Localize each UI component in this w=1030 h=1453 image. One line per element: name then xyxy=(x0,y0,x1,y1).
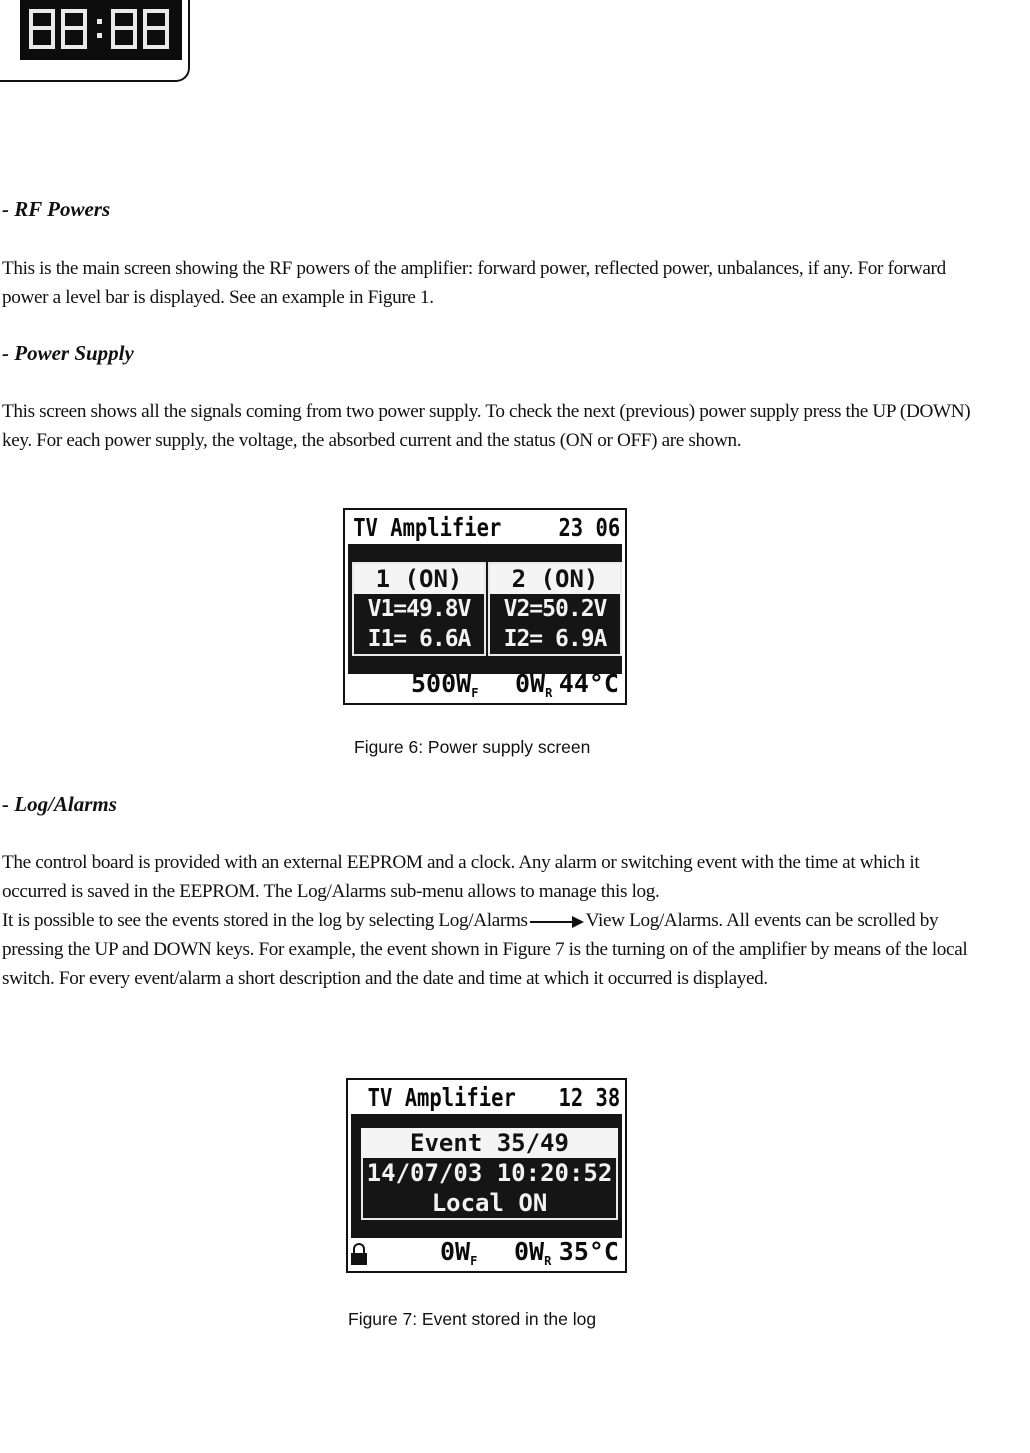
event-description: Local ON xyxy=(361,1188,618,1220)
power-supply-body: This screen shows all the signals coming from two power supply. To check the next (previous) power supply press the UP (DOWN) key. For each power supply, the voltage, the absorbed current and the status (ON or OFF) are shown. xyxy=(2,401,971,451)
rf-powers-title: - RF Powers xyxy=(2,197,111,221)
lcd-status-bar xyxy=(345,667,625,703)
forward-power: $500W_F$ xyxy=(411,669,479,700)
log-alarms-body-2: It is possible to see the events stored in the log by selecting Log/Alarms View Log/Alarms. All events can be scrolled by pressing the UP and DOWN keys. For example, the event shown in Figure 7 is the turning on of the amplifier by means of the local switch. For every event/alarm a short description and the date and time at which it occurred is displayed. xyxy=(2,910,968,989)
ps2-current: I2= 6.9A xyxy=(503,626,607,652)
ps1-status: 1 (ON) xyxy=(354,564,484,594)
figure-6-caption: Figure 6: Power supply screen xyxy=(354,737,591,757)
right-arrow-icon xyxy=(530,918,584,926)
figure-7-caption: Figure 7: Event stored in the log xyxy=(348,1309,597,1329)
power-supply-1-panel xyxy=(352,562,486,656)
lcd-time: 12 38 xyxy=(558,1082,621,1112)
reflected-power: $0W_R$ xyxy=(514,1237,552,1268)
rf-powers-body: This is the main screen showing the RF powers of the amplifier: forward power, reflected power, unbalances, if any. For forward power a level bar is displayed. See an example in Figure 1. xyxy=(2,258,946,308)
power-supply-2-panel xyxy=(488,562,622,656)
power-supply-title: - Power Supply xyxy=(2,341,134,365)
ps1-current: I1= 6.6A xyxy=(367,626,471,652)
log-alarms-body xyxy=(2,848,977,993)
event-datetime: 14/07/03 10:20:52 xyxy=(361,1158,618,1188)
ps2-status: 2 (ON) xyxy=(490,564,620,594)
reflected-power: $0W_R$ xyxy=(515,669,553,700)
log-alarms-body-1: The control board is provided with an external EEPROM and a clock. Any alarm or switching event with the time at which it occurred is saved in the EEPROM. The Log/Alarms sub-menu allows to manage this log. xyxy=(2,852,920,902)
lcd-status-bar xyxy=(348,1235,625,1271)
lcd-title: TV Amplifier xyxy=(367,1082,516,1112)
temperature: 35°C xyxy=(558,1237,619,1266)
temperature: 44°C xyxy=(558,669,619,698)
log-alarms-title: - Log/Alarms xyxy=(2,792,117,816)
event-log-lcd-screen xyxy=(346,1078,627,1273)
event-counter: Event 35/49 xyxy=(361,1128,618,1158)
lock-icon-body xyxy=(351,1253,367,1265)
forward-power: $0W_F$ xyxy=(440,1237,478,1268)
ps2-voltage: V2=50.2V xyxy=(503,596,607,622)
lcd-time: 23 06 xyxy=(558,512,621,542)
power-supply-lcd-screen xyxy=(343,508,627,705)
lcd-title: TV Amplifier xyxy=(353,512,502,542)
ps1-voltage: V1=49.8V xyxy=(367,596,471,622)
clock-logo xyxy=(0,0,192,86)
digital-clock-icon xyxy=(20,0,182,60)
